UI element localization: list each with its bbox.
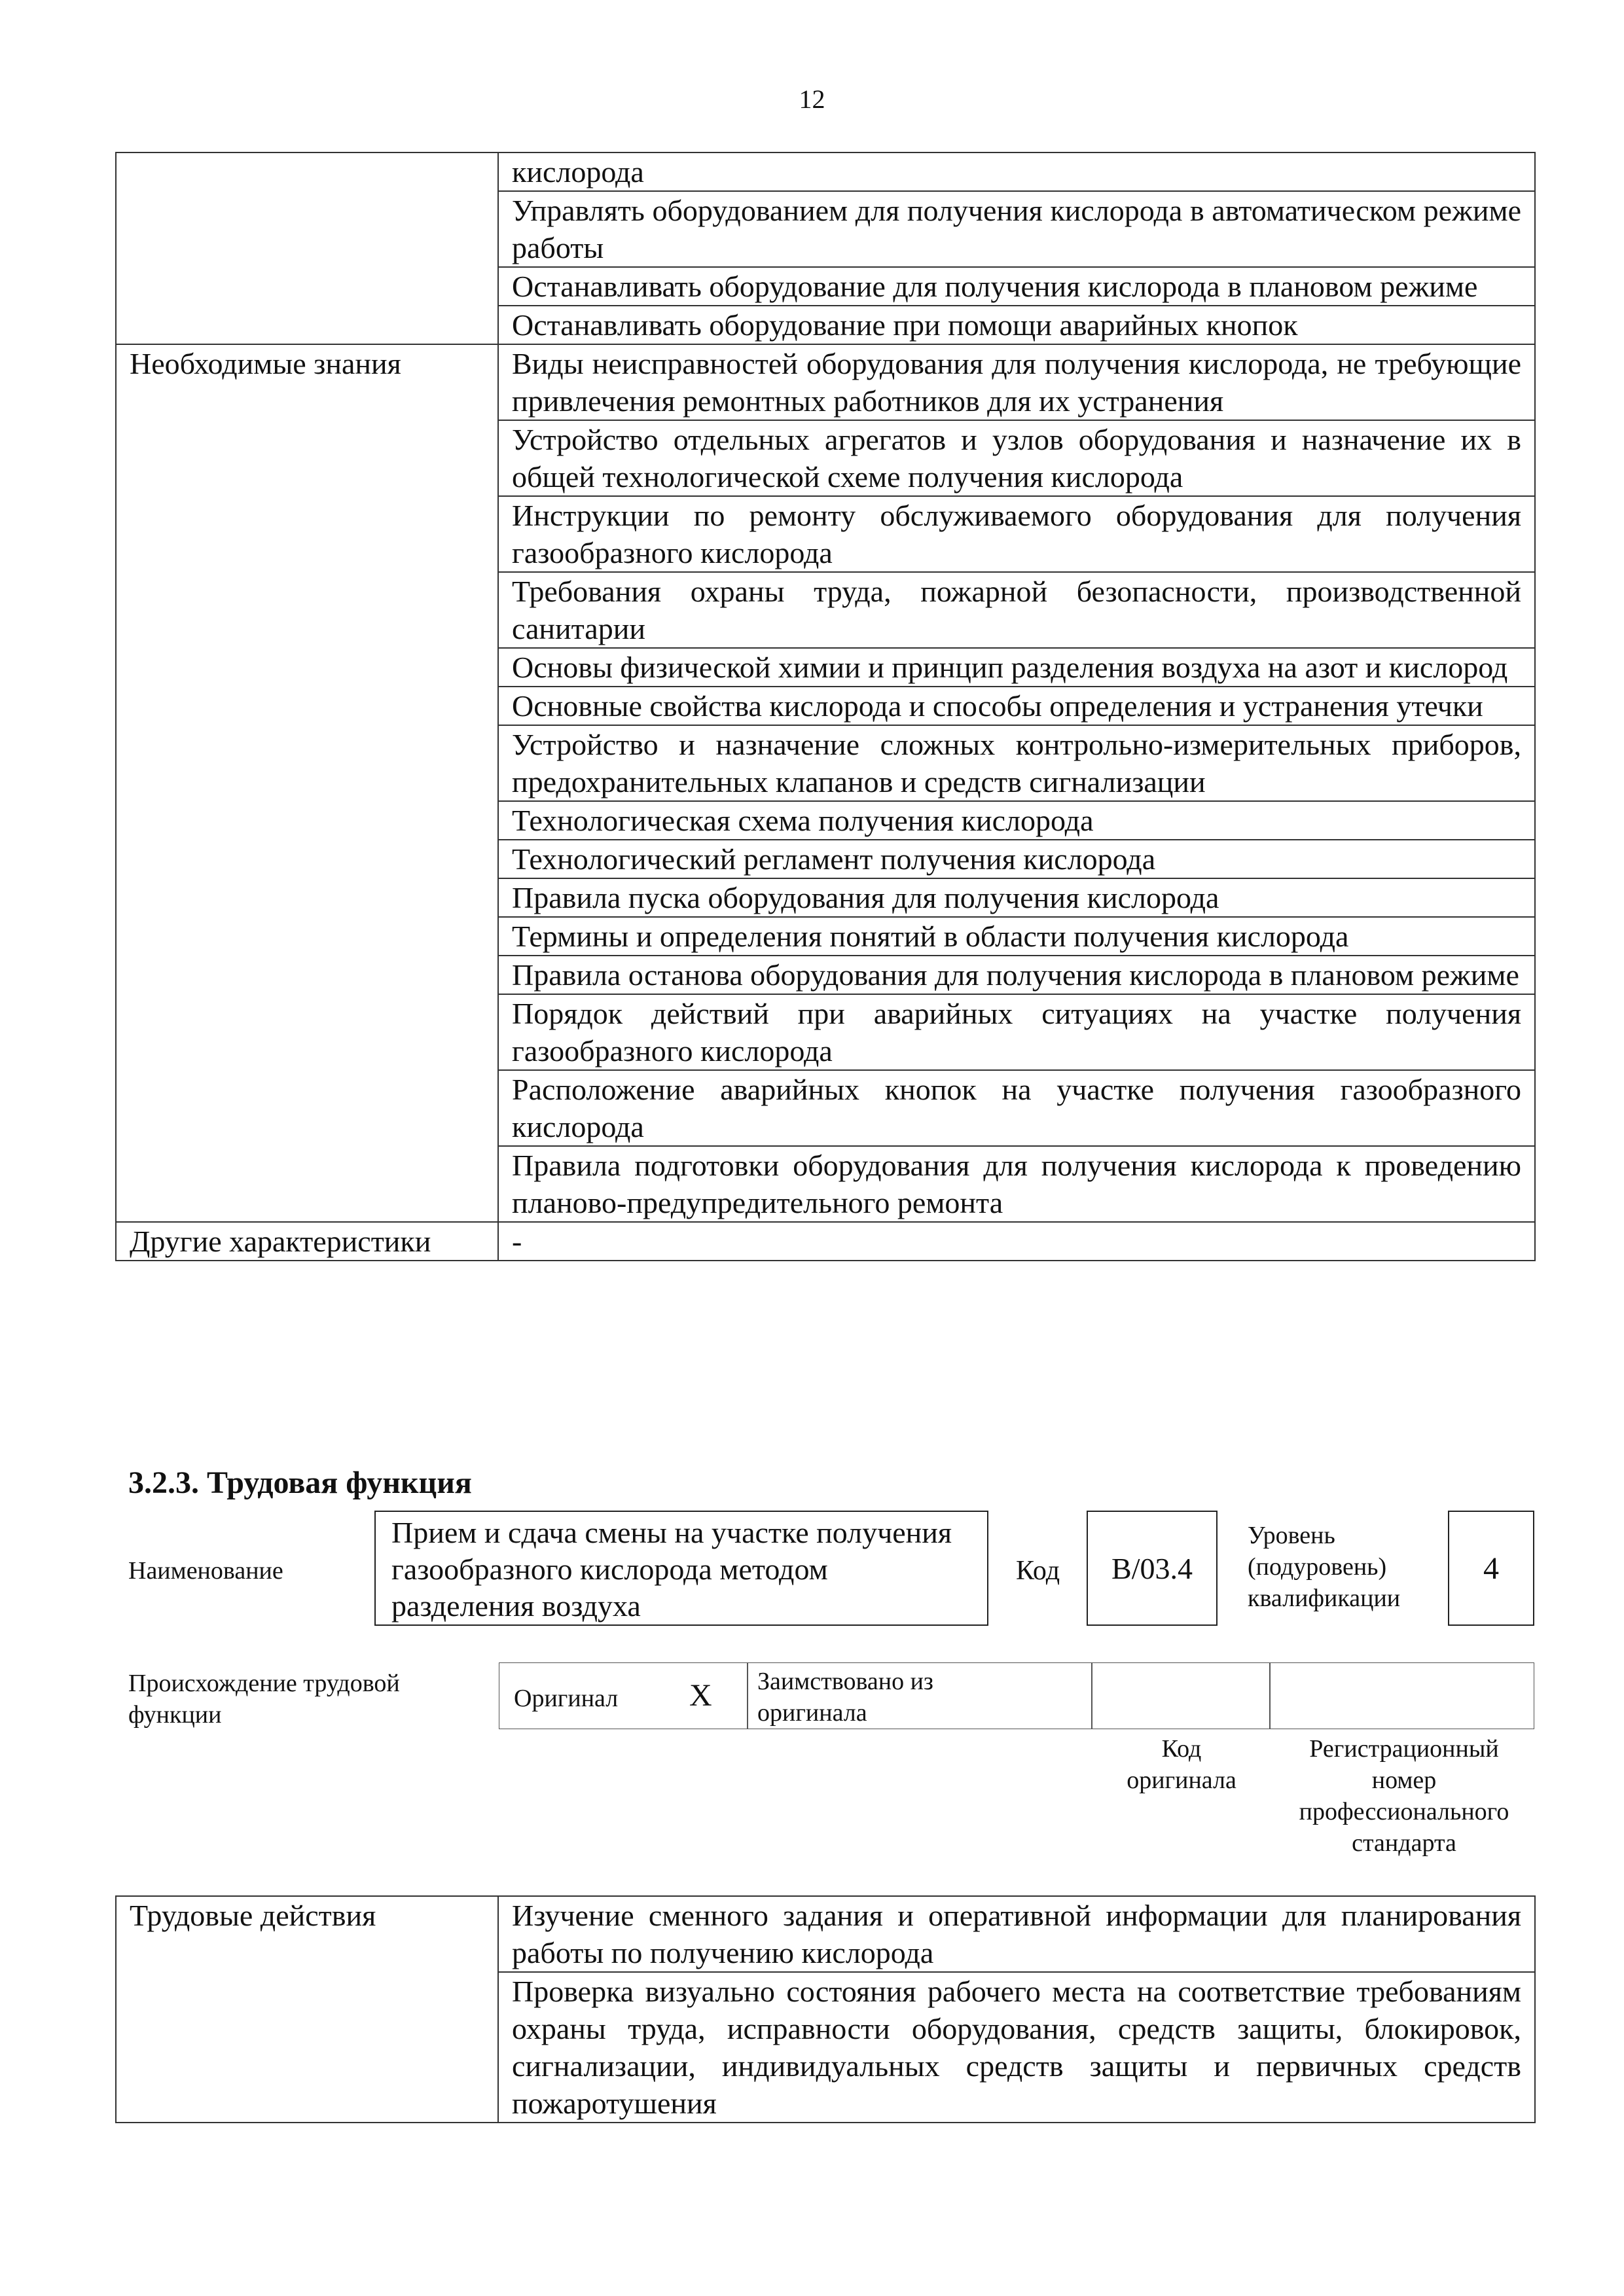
knowledge-item: Инструкции по ремонту обслуживаемого оборудования для получения газообразного кислорода [498, 496, 1535, 572]
code-label: Код [1016, 1556, 1060, 1586]
function-code: B/03.4 [1111, 1551, 1193, 1585]
level-label: Уровень (подуровень) квалификации [1248, 1522, 1401, 1612]
page-number: 12 [799, 84, 825, 114]
knowledge-item: Устройство отдельных агрегатов и узлов оборудования и назначение их в общей технологической схеме получения кислорода [498, 420, 1535, 496]
knowledge-item: Требования охраны труда, пожарной безопасности, производственной санитарии [498, 572, 1535, 648]
other-value: - [498, 1222, 1535, 1261]
knowledge-item: Расположение аварийных кнопок на участке получения газообразного кислорода [498, 1070, 1535, 1146]
skills-label-cell [116, 152, 498, 344]
actions-label: Трудовые действия [116, 1896, 498, 2123]
knowledge-item: Правила останова оборудования для получения кислорода в плановом режиме [498, 956, 1535, 994]
knowledge-item: Технологическая схема получения кислорода [498, 801, 1535, 840]
reg-number-caption: Регистрационный номер профессионального стандарта [1299, 1735, 1509, 1857]
origin-label: Происхождение трудовой функции [128, 1670, 400, 1729]
original-code-caption: Код оригинала [1127, 1735, 1236, 1794]
original-cell [499, 1662, 748, 1729]
knowledge-item: Устройство и назначение сложных контрольно-измерительных приборов, предохранительных клапанов и средств сигнализации [498, 725, 1535, 801]
knowledge-item: Основы физической химии и принцип разделения воздуха на азот и кислород [498, 648, 1535, 687]
action-item: Изучение сменного задания и оперативной информации для планирования работы по получению кислорода [498, 1896, 1535, 1972]
section-title: 3.2.3. Трудовая функция [128, 1465, 472, 1500]
labor-actions-table [115, 1895, 1536, 2123]
skill-item: кислорода [498, 152, 1535, 191]
name-label: Наименование [128, 1557, 283, 1585]
other-label: Другие характеристики [116, 1222, 498, 1261]
knowledge-label: Необходимые знания [116, 344, 498, 1222]
action-item: Проверка визуально состояния рабочего места на соответствие требованиям охраны труда, исправности оборудования, средств защиты, блокировок, сигнализации, индивидуальных средств защиты и первичных средств пожаротушения [498, 1972, 1535, 2123]
original-code-cell [1092, 1662, 1270, 1729]
knowledge-item: Основные свойства кислорода и способы определения и устранения утечки [498, 687, 1535, 725]
code-value-box [1087, 1511, 1218, 1626]
knowledge-item: Термины и определения понятий в области получения кислорода [498, 917, 1535, 956]
original-mark: X [689, 1678, 712, 1713]
knowledge-item: Правила пуска оборудования для получения кислорода [498, 878, 1535, 917]
level-value-box [1448, 1511, 1534, 1626]
borrowed-label: Заимствовано из оригинала [757, 1668, 933, 1727]
knowledge-item: Правила подготовки оборудования для получения кислорода к проведению планово-предупредительного ремонта [498, 1146, 1535, 1222]
borrowed-cell [748, 1662, 1092, 1729]
knowledge-item: Порядок действий при аварийных ситуациях на участке получения газообразного кислорода [498, 994, 1535, 1070]
skill-item: Останавливать оборудование при помощи аварийных кнопок [498, 306, 1535, 344]
function-name: Прием и сдача смены на участке получения газообразного кислорода методом разделения воздуха [391, 1516, 952, 1623]
requirements-table [115, 152, 1536, 1261]
knowledge-item: Технологический регламент получения кислорода [498, 840, 1535, 878]
name-value-box [374, 1511, 988, 1626]
skill-item: Управлять оборудованием для получения кислорода в автоматическом режиме работы [498, 191, 1535, 267]
reg-number-cell [1270, 1662, 1534, 1729]
skill-item: Останавливать оборудование для получения кислорода в плановом режиме [498, 267, 1535, 306]
knowledge-item: Виды неисправностей оборудования для получения кислорода, не требующие привлечения ремонтных работников для их устранения [498, 344, 1535, 420]
qualification-level: 4 [1483, 1551, 1499, 1586]
original-label: Оригинал [514, 1685, 619, 1712]
